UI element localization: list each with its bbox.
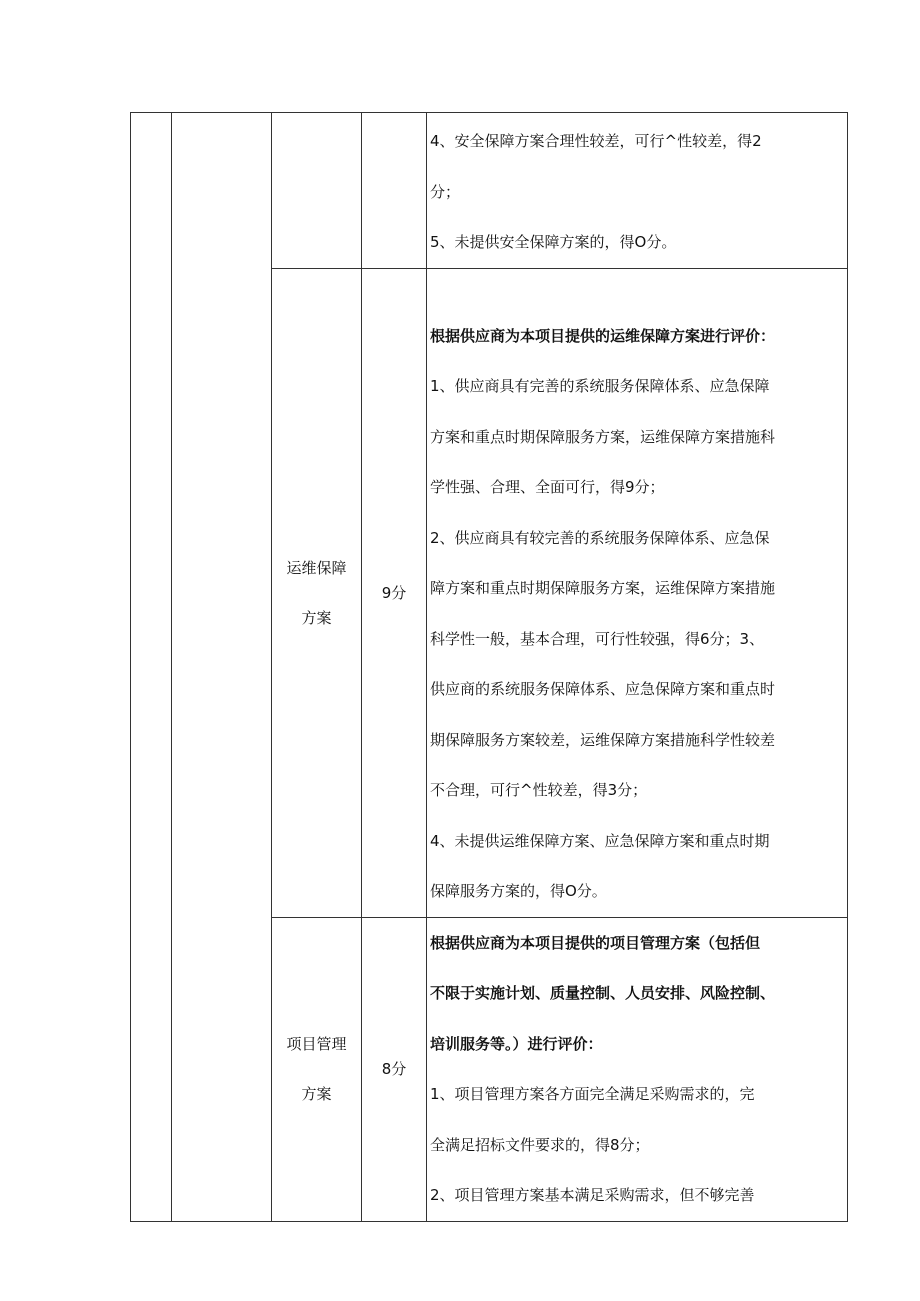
item-name-line: 方案 bbox=[301, 608, 332, 627]
criteria-line: 障方案和重点时期保障服务方案，运维保障方案措施 bbox=[430, 579, 776, 597]
score-cell: 9分 bbox=[362, 268, 427, 917]
criteria-heading: 根据供应商为本项目提供的运维保障方案进行评价： bbox=[430, 326, 776, 345]
criteria-line: 4、未提供运维保障方案、应急保障方案和重点时期 bbox=[430, 831, 770, 850]
criteria-line: 学性强、合理、全面可行，得9分； bbox=[430, 478, 665, 496]
criteria-cell bbox=[427, 917, 848, 1221]
criteria-line: 供应商的系统服务保障体系、应急保障方案和重点时 bbox=[430, 680, 776, 698]
criteria-line: 1、供应商具有完善的系统服务保障体系、应急保障 bbox=[430, 377, 770, 395]
criteria-line: 5、未提供安全保障方案的，得O分。 bbox=[430, 233, 677, 251]
criteria-line: 2、供应商具有较完善的系统服务保障体系、应急保 bbox=[430, 528, 770, 547]
table-row bbox=[131, 113, 848, 269]
criteria-heading: 不限于实施计划、质量控制、人员安排、风险控制、 bbox=[430, 984, 776, 1002]
item-name-line: 项目管理 bbox=[286, 1035, 347, 1053]
score-cell: 8分 bbox=[362, 917, 427, 1221]
criteria-line: 2、项目管理方案基本满足采购需求，但不够完善 bbox=[430, 1186, 755, 1204]
criteria-line: 1、项目管理方案各方面完全满足采购需求的，完 bbox=[430, 1085, 755, 1103]
criteria-heading: 根据供应商为本项目提供的项目管理方案（包括但 bbox=[430, 933, 761, 952]
criteria-line: 分； bbox=[430, 182, 461, 201]
criteria-line: 保障服务方案的，得O分。 bbox=[430, 882, 607, 900]
cell-empty-1 bbox=[131, 113, 172, 1222]
item-name-cell bbox=[272, 917, 362, 1221]
criteria-heading: 培训服务等。）进行评价： bbox=[430, 1034, 603, 1053]
criteria-line: 科学性一般，基本合理，可行性较强，得6分；3、 bbox=[430, 629, 765, 648]
cell-score-empty bbox=[362, 113, 427, 269]
criteria-line: 不合理，可行^性较差，得3分； bbox=[430, 781, 648, 799]
item-name-cell bbox=[272, 268, 362, 917]
cell-item-empty bbox=[272, 113, 362, 269]
item-name-line: 方案 bbox=[301, 1085, 332, 1103]
criteria-cell bbox=[427, 113, 848, 269]
criteria-cell bbox=[427, 268, 848, 917]
criteria-line: 方案和重点时期保障服务方案，运维保障方案措施科 bbox=[430, 427, 776, 446]
criteria-line: 4、安全保障方案合理性较差，可行^性较差，得2 bbox=[430, 132, 762, 150]
criteria-line: 全满足招标文件要求的，得8分； bbox=[430, 1135, 650, 1154]
scoring-table bbox=[130, 112, 848, 1222]
item-name-line: 运维保障 bbox=[286, 558, 347, 577]
cell-empty-2 bbox=[172, 113, 272, 1222]
criteria-line: 期保障服务方案较差，运维保障方案措施科学性较差 bbox=[430, 730, 776, 749]
